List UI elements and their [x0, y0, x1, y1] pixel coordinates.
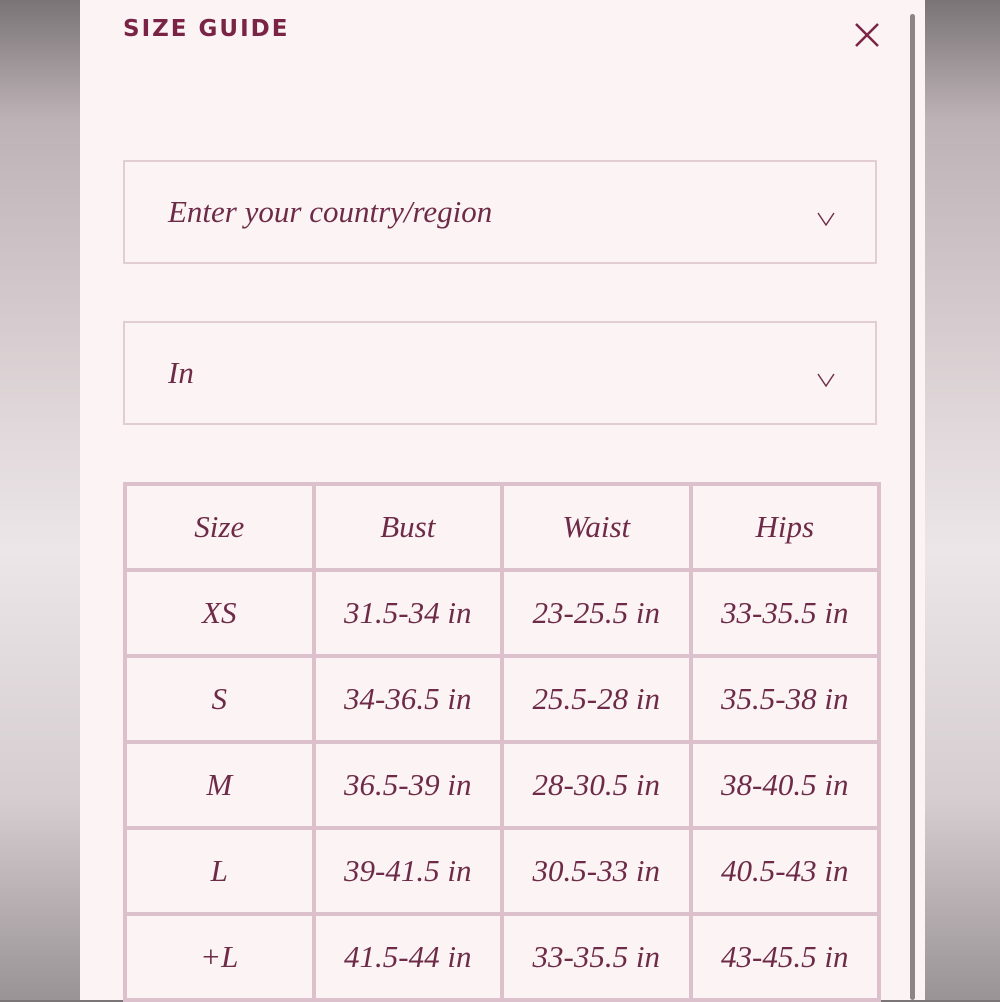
header-size: Size	[125, 484, 314, 570]
size-guide-dialog	[80, 0, 925, 1000]
table-row	[125, 742, 879, 828]
close-icon	[850, 18, 884, 52]
chevron-down-icon	[817, 212, 835, 226]
header-waist: Waist	[502, 484, 691, 570]
unit-select[interactable]	[123, 321, 877, 425]
waist-cell: 33-35.5 in	[502, 914, 691, 1000]
waist-cell: 30.5-33 in	[502, 828, 691, 914]
bust-cell: 36.5-39 in	[314, 742, 503, 828]
size-cell: +L	[125, 914, 314, 1000]
table-row	[125, 828, 879, 914]
size-cell: M	[125, 742, 314, 828]
hips-cell: 33-35.5 in	[691, 570, 880, 656]
size-cell: S	[125, 656, 314, 742]
table-row	[125, 656, 879, 742]
hips-cell: 43-45.5 in	[691, 914, 880, 1000]
hips-cell: 35.5-38 in	[691, 656, 880, 742]
scrollbar[interactable]	[910, 14, 915, 1000]
size-cell: XS	[125, 570, 314, 656]
table-row	[125, 570, 879, 656]
table-row	[125, 914, 879, 1000]
header-hips: Hips	[691, 484, 880, 570]
bust-cell: 39-41.5 in	[314, 828, 503, 914]
waist-cell: 25.5-28 in	[502, 656, 691, 742]
header-bust: Bust	[314, 484, 503, 570]
waist-cell: 28-30.5 in	[502, 742, 691, 828]
chevron-down-icon	[817, 373, 835, 387]
table-header-row	[125, 484, 879, 570]
hips-cell: 38-40.5 in	[691, 742, 880, 828]
dialog-title: SIZE GUIDE	[123, 16, 290, 42]
bust-cell: 31.5-34 in	[314, 570, 503, 656]
waist-cell: 23-25.5 in	[502, 570, 691, 656]
bust-cell: 34-36.5 in	[314, 656, 503, 742]
size-table	[123, 482, 881, 1002]
unit-select-value: In	[168, 355, 194, 390]
hips-cell: 40.5-43 in	[691, 828, 880, 914]
size-cell: L	[125, 828, 314, 914]
bust-cell: 41.5-44 in	[314, 914, 503, 1000]
country-region-placeholder: Enter your country/region	[168, 194, 493, 229]
close-button[interactable]	[850, 18, 884, 52]
country-region-select[interactable]	[123, 160, 877, 264]
